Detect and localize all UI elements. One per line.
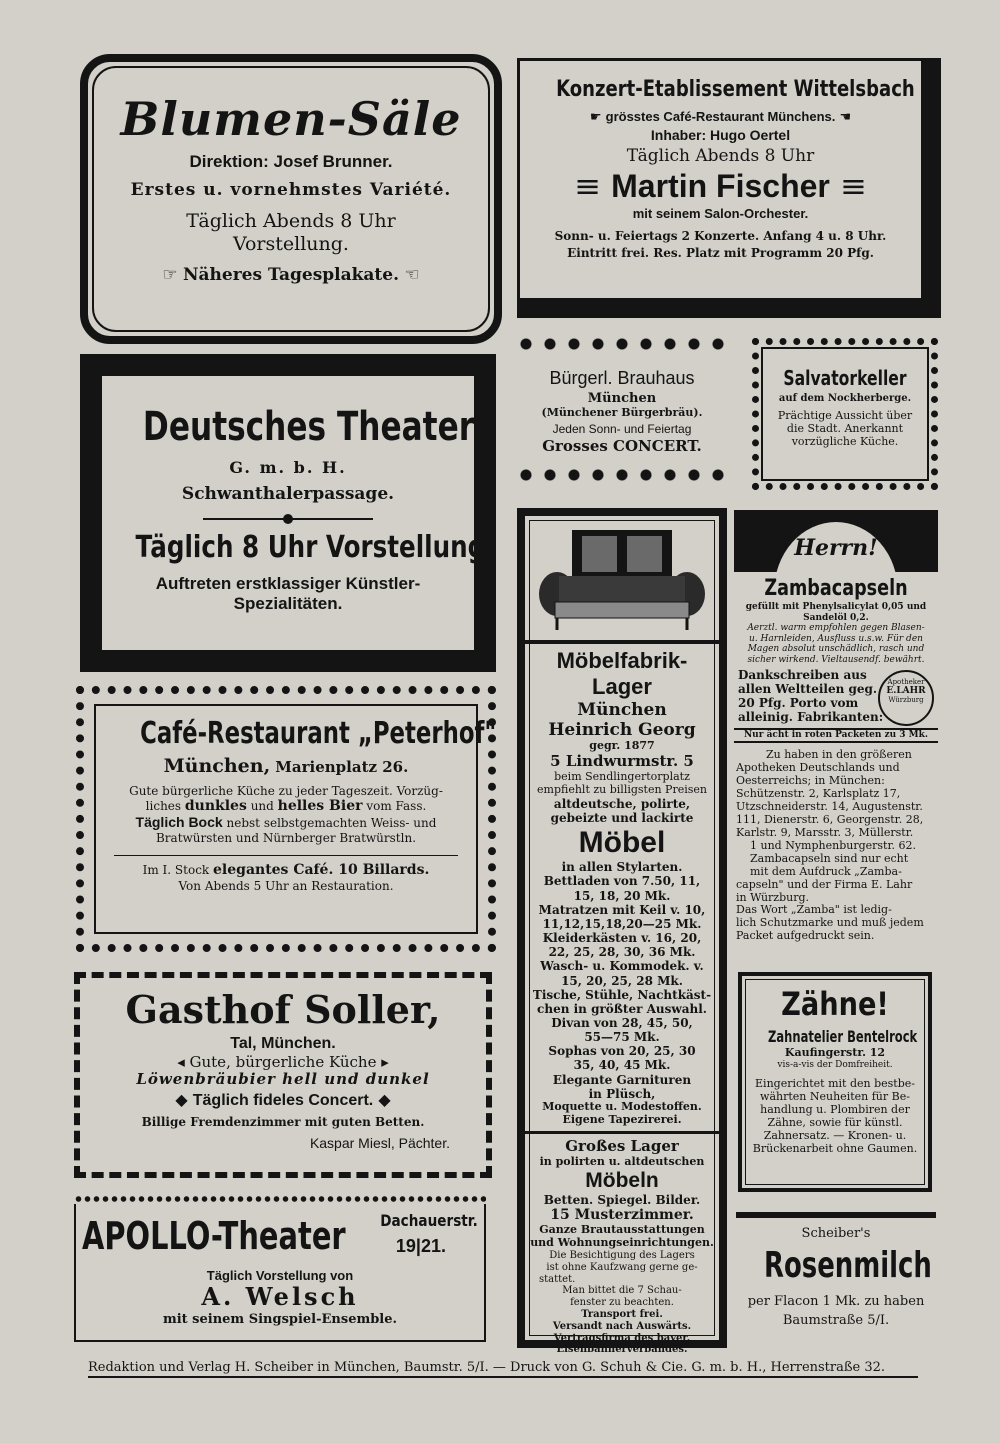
- soller-title: Gasthof Soller,: [125, 987, 441, 1032]
- peterhof-line2: Gute bürgerliche Küche zu jeder Tageszeit. Vorzüg-: [129, 783, 443, 798]
- apollo-line2: mit seinem Singspiel-Ensemble.: [162, 1311, 398, 1327]
- moebel-l29: und Wohnungseinrichtungen.: [530, 1235, 714, 1249]
- ad-moebelfabrik: [517, 508, 727, 1356]
- imprint-footer: Redaktion und Verlag H. Scheiber in München, Baumstr. 5/I. — Druck von G. Schuh & Cie. G. m. b. H., Herrenstraße 32.: [88, 1360, 918, 1378]
- moebel-l5: in allen Stylarten.: [561, 860, 683, 875]
- zamba-l6: sicher wirkend. Vieltausendf. bewährt.: [747, 655, 925, 665]
- zamba-b3: Oesterreichs; in München:: [736, 773, 885, 787]
- moebel-l1: beim Sendlingertorplatz: [554, 769, 690, 783]
- soller-line2-row: [80, 1054, 486, 1072]
- moebel-l13: 15, 20, 25, 28 Mk.: [561, 973, 683, 988]
- peterhof-title: Café-Restaurant „Peterhof": [140, 716, 497, 751]
- ornament-border: [517, 336, 727, 352]
- moebel-l34: fenster zu beachten.: [570, 1297, 674, 1309]
- apollo-street: Dachauerstr.: [380, 1211, 478, 1230]
- zamba-b12: in Würzburg.: [736, 890, 810, 904]
- moebel-title1: Möbelfabrik-: [556, 648, 688, 673]
- wittelsbach-title: Konzert-Etablissement Wittelsbach: [556, 77, 915, 102]
- moebel-l21: in Plüsch,: [588, 1086, 656, 1101]
- apothecary-seal: [878, 670, 934, 726]
- apollo-name: A. Welsch: [201, 1282, 359, 1312]
- menu-lines-icon: ≡: [840, 166, 867, 205]
- wittelsbach-line2: Täglich Abends 8 Uhr: [626, 145, 815, 166]
- zamba-header: Herrn!: [794, 535, 878, 561]
- blumen-director: Direktion: Josef Brunner.: [189, 152, 393, 172]
- wittelsbach-line4: Sonn- u. Feiertags 2 Konzerte. Anfang 4 u. 8 Uhr.: [554, 228, 887, 243]
- moebel-l32: stattet.: [539, 1273, 576, 1285]
- menu-lines-icon: ≡: [574, 166, 601, 205]
- moebel-l31: ist ohne Kaufzwang gerne ge-: [546, 1261, 698, 1273]
- salvator-line3: die Stadt. Anerkannt: [786, 422, 904, 436]
- peterhof-line3e: vom Fass.: [366, 798, 427, 813]
- salvator-line2: Prächtige Aussicht über: [777, 409, 913, 423]
- zamba-b8: 1 und Nymphenburgerstr. 62.: [750, 838, 916, 852]
- apollo-title-row: [76, 1211, 484, 1268]
- soller-line5: Billige Fremdenzimmer mit guten Betten.: [141, 1114, 425, 1129]
- moebel-big2: Möbeln: [585, 1168, 659, 1192]
- wittelsbach-line5: Eintritt frei. Res. Platz mit Programm 20 Pfg.: [567, 246, 874, 261]
- diamond-icon: ◆: [175, 1090, 188, 1110]
- moebel-l10: Kleiderkästen v. 16, 20,: [542, 931, 702, 946]
- ad-peterhof: [76, 686, 496, 952]
- zaehne-line6: Zähne, sowie für künstl.: [767, 1116, 903, 1130]
- zamba-b2: Apotheken Deutschlands und: [736, 760, 900, 774]
- zamba-l1: gefüllt mit Phenylsalicylat 0,05 und: [745, 601, 927, 612]
- rosenmilch-title: Rosenmilch: [764, 1245, 932, 1287]
- zamba-b14: lich Schutzmarke und muß jedem: [736, 916, 924, 930]
- theater-divider: [203, 518, 373, 520]
- ad-wittelsbach: [517, 58, 941, 318]
- moebel-l4: gebeizte und lackirte: [550, 810, 694, 825]
- ad-zambacapseln: [734, 510, 938, 966]
- zamba-l11: Nur ächt in roten Packeten zu 3 Mk.: [734, 728, 938, 743]
- pointing-hand-icon: ☚: [839, 109, 852, 125]
- moebel-founded: gegr. 1877: [589, 739, 655, 752]
- zamba-b10: mit dem Aufdruck „Zamba-: [750, 864, 902, 878]
- theater-line2: Schwanthalerpassage.: [181, 484, 395, 505]
- zamba-l5: Magen absolut unschädlich, rasch und: [747, 644, 925, 655]
- brauhaus-line2: (Münchener Bürgerbräu).: [541, 405, 703, 419]
- moebel-l20: Elegante Garnituren: [552, 1072, 692, 1087]
- rosenmilch-line1: Scheiber's: [801, 1226, 871, 1241]
- moebel-l15: chen in größter Auswahl.: [537, 1001, 707, 1016]
- pointing-hand-icon: ☛: [589, 109, 602, 125]
- moebel-l38: Eisenbahnerverbandes.: [556, 1344, 688, 1356]
- peterhof-line3d: helles Bier: [277, 797, 363, 814]
- zamba-header-box: [734, 510, 938, 572]
- theater-line1: G. m. b. H.: [229, 458, 347, 478]
- moebel-l8: Matratzen mit Keil v. 10,: [538, 902, 706, 917]
- moebel-l2: empfiehlt zu billigsten Preisen: [537, 782, 707, 796]
- zaehne-line7: Zahnersatz. — Kronen- u.: [763, 1129, 907, 1143]
- ad-buergerbraeu: [517, 336, 727, 498]
- moebel-l18: Sophas von 20, 25, 30: [548, 1044, 696, 1059]
- moebel-title2: Lager: [592, 673, 652, 699]
- moebel-big: Möbel: [578, 825, 666, 859]
- zaehne-line3: Eingerichtet mit den bestbe-: [755, 1077, 915, 1091]
- ad-rosenmilch: [736, 1212, 936, 1348]
- arrow-right-icon: ▸: [381, 1052, 389, 1071]
- brauhaus-line3: Jeden Sonn- und Feiertag: [552, 421, 692, 436]
- wittelsbach-owner: Inhaber: Hugo Oertel: [650, 127, 791, 144]
- moebel-l17: 55—75 Mk.: [584, 1030, 660, 1045]
- zaehne-line8: Brückenarbeit ohne Gaumen.: [752, 1142, 918, 1156]
- ad-blumen-saele: [80, 54, 502, 344]
- salvator-line4: vorzügliche Küche.: [791, 435, 899, 449]
- peterhof-line1b: Marienplatz 26.: [275, 758, 409, 777]
- zamba-l4: u. Harnleiden, Ausfluss u.s.w. Für den: [749, 633, 923, 644]
- zaehne-line5: handlung u. Plombiren der: [760, 1103, 910, 1117]
- zamba-b11: capseln" und der Firma E. Lahr: [736, 877, 913, 891]
- wittelsbach-line1: grösstes Café-Restaurant Münchens.: [605, 108, 836, 124]
- ornament-border: [517, 467, 727, 483]
- soller-line2: Gute, bürgerliche Küche: [189, 1052, 377, 1071]
- ad-deutsches-theater: [80, 354, 496, 672]
- moebel-l28: Ganze Brautausstattungen: [539, 1222, 705, 1236]
- wittelsbach-line1-row: [520, 109, 921, 125]
- zamba-b1: Zu haben in den größeren: [766, 747, 912, 761]
- ornament-border: [74, 1194, 486, 1204]
- peterhof-line4a: Täglich Bock: [135, 814, 223, 831]
- ad-zahnatelier: [738, 972, 932, 1192]
- soller-line4: Täglich fideles Concert.: [192, 1092, 374, 1110]
- pointing-hand-icon: ☞: [162, 265, 178, 286]
- soller-line1: Tal, München.: [230, 1034, 336, 1052]
- peterhof-line6b: elegantes Café. 10 Billards.: [213, 862, 430, 879]
- peterhof-line3c: und: [250, 798, 274, 813]
- moebel-l12: Wasch- u. Kommodek. v.: [540, 959, 704, 974]
- zaehne-line1: Kaufingerstr. 12: [784, 1045, 886, 1059]
- zamba-l9: 20 Pfg. Porto vom: [738, 695, 859, 710]
- soller-line4-row: [80, 1091, 486, 1111]
- peterhof-line3a: liches: [145, 798, 182, 813]
- moebel-l25: in polirten u. altdeutschen: [539, 1154, 705, 1168]
- zamba-title: Zambacapseln: [764, 576, 908, 601]
- zamba-b15: Packet aufgedruckt sein.: [736, 929, 875, 943]
- pointing-hand-icon: ☜: [404, 265, 420, 286]
- theater-line3: Täglich 8 Uhr Vorstellung.: [135, 530, 495, 566]
- moebel-owner: Heinrich Georg: [548, 719, 696, 740]
- salvator-title: Salvatorkeller: [783, 366, 907, 390]
- moebel-l30: Die Besichtigung des Lagers: [549, 1249, 695, 1261]
- seal-text-name: E.LAHR: [886, 685, 926, 696]
- soller-line6: Kaspar Miesl, Pächter.: [309, 1135, 450, 1152]
- zamba-b9: Zambacapseln sind nur echt: [750, 851, 909, 865]
- moebel-l9: 11,12,15,18,20—25 Mk.: [542, 916, 702, 931]
- moebel-l23: Eigene Tapezirerei.: [562, 1112, 682, 1126]
- soller-line3: Löwenbräubier hell und dunkel: [136, 1070, 430, 1089]
- moebel-l22: Moquette u. Modestoffen.: [542, 1099, 702, 1113]
- wittelsbach-name: Martin Fischer: [611, 167, 830, 204]
- peterhof-line1a: München,: [163, 755, 271, 778]
- zamba-l8: allen Weltteilen geg.: [738, 681, 878, 696]
- rosenmilch-line3: Baumstraße 5/I.: [782, 1313, 890, 1329]
- ad-apollo-theater: [74, 1194, 486, 1346]
- zaehne-line2: vis-a-vis der Domfreiheit.: [777, 1059, 893, 1070]
- peterhof-line6a: Im I. Stock: [142, 863, 210, 878]
- apollo-title: APOLLO-Theater: [82, 1214, 346, 1258]
- moebel-l19: 35, 40, 45 Mk.: [573, 1058, 671, 1073]
- moebel-address: 5 Lindwurmstr. 5: [550, 751, 694, 770]
- zamba-l3: Aerztl. warm empfohlen gegen Blasen-: [747, 623, 925, 634]
- arrow-left-icon: ◂: [177, 1052, 185, 1071]
- moebel-l7: 15, 18, 20 Mk.: [573, 888, 671, 903]
- brauhaus-line4: Grosses CONCERT.: [542, 436, 702, 455]
- blumen-line4: Näheres Tagesplakate.: [182, 265, 400, 286]
- zamba-b4: Schützenstr. 2, Karlsplatz 17,: [736, 786, 901, 800]
- ad-salvatorkeller: [752, 338, 938, 490]
- brauhaus-line1: München: [587, 391, 657, 407]
- salvator-line1: auf dem Nockherberge.: [778, 392, 912, 404]
- ad-gasthof-soller: [74, 972, 492, 1178]
- peterhof-line5: Bratwürsten und Nürnberger Bratwürstln.: [155, 830, 417, 845]
- moebel-l16: Divan von 28, 45, 50,: [551, 1016, 693, 1031]
- zamba-l7: Dankschreiben aus: [738, 667, 867, 682]
- blumen-line3: Vorstellung.: [233, 232, 349, 255]
- blumen-title: Blumen-Säle: [120, 92, 462, 146]
- zaehne-title: Zähne!: [781, 985, 889, 1023]
- seal-text-top: Apotheker: [887, 677, 925, 686]
- zamba-b5: Utzschneiderstr. 14, Augustenstr.: [736, 799, 923, 813]
- wittelsbach-line3: mit seinem Salon-Orchester.: [632, 205, 809, 221]
- zamba-l10: alleinig. Fabrikanten:: [738, 710, 884, 725]
- diamond-icon: ◆: [378, 1090, 391, 1110]
- moebel-l35: Transport frei.: [581, 1308, 663, 1320]
- moebel-city: München: [577, 699, 667, 720]
- peterhof-line3b: dunkles: [184, 797, 247, 814]
- moebel-l26: Betten. Spiegel. Bilder.: [543, 1193, 701, 1208]
- moebel-l6: Bettladen von 7.50, 11,: [543, 874, 701, 889]
- blumen-line1: Erstes u. vornehmstes Variété.: [130, 180, 452, 201]
- zaehne-name: Zahnatelier Bentelrock: [768, 1026, 918, 1046]
- zamba-b13: Das Wort „Zamba" ist ledig-: [736, 903, 892, 917]
- moebel-l36: Versandt nach Auswärts.: [552, 1320, 692, 1332]
- peterhof-line4b: nebst selbstgemachten Weiss- und: [226, 816, 437, 831]
- moebel-l24: Großes Lager: [565, 1136, 679, 1155]
- moebel-l11: 22, 25, 28, 30, 36 Mk.: [548, 945, 696, 960]
- moebel-l33: Man bittet die 7 Schau-: [562, 1285, 682, 1297]
- rosenmilch-line2: per Flacon 1 Mk. zu haben: [747, 1293, 925, 1309]
- peterhof-line7: Von Abends 5 Uhr an Restauration.: [178, 878, 394, 893]
- moebel-l37: Vertragsfirma des bayer.: [553, 1332, 691, 1344]
- theater-line5: Spezialitäten.: [233, 593, 343, 613]
- apollo-number: 19|21.: [395, 1236, 446, 1256]
- moebel-l27: 15 Musterzimmer.: [550, 1207, 694, 1224]
- zamba-b7: Karlstr. 9, Marsstr. 3, Müllerstr.: [736, 825, 914, 839]
- blumen-line2: Täglich Abends 8 Uhr: [186, 210, 396, 233]
- seal-text-city: Würzburg: [888, 696, 924, 705]
- wittelsbach-name-row: [520, 168, 921, 206]
- theater-line4: Auftreten erstklassiger Künstler-: [155, 573, 421, 593]
- moebel-l3: altdeutsche, polirte,: [553, 796, 691, 811]
- moebel-l14: Tische, Stühle, Nachtkäst-: [532, 987, 712, 1002]
- zaehne-line4: währten Neuheiten für Be-: [760, 1090, 910, 1104]
- apollo-line1: Täglich Vorstellung von: [206, 1268, 354, 1283]
- zamba-l2: Sandelöl 0,2.: [803, 612, 869, 623]
- zamba-b6: 111, Dienerstr. 6, Georgenstr. 28,: [736, 812, 924, 826]
- theater-title: Deutsches Theater: [142, 404, 475, 450]
- brauhaus-title: Bürgerl. Brauhaus: [549, 368, 695, 388]
